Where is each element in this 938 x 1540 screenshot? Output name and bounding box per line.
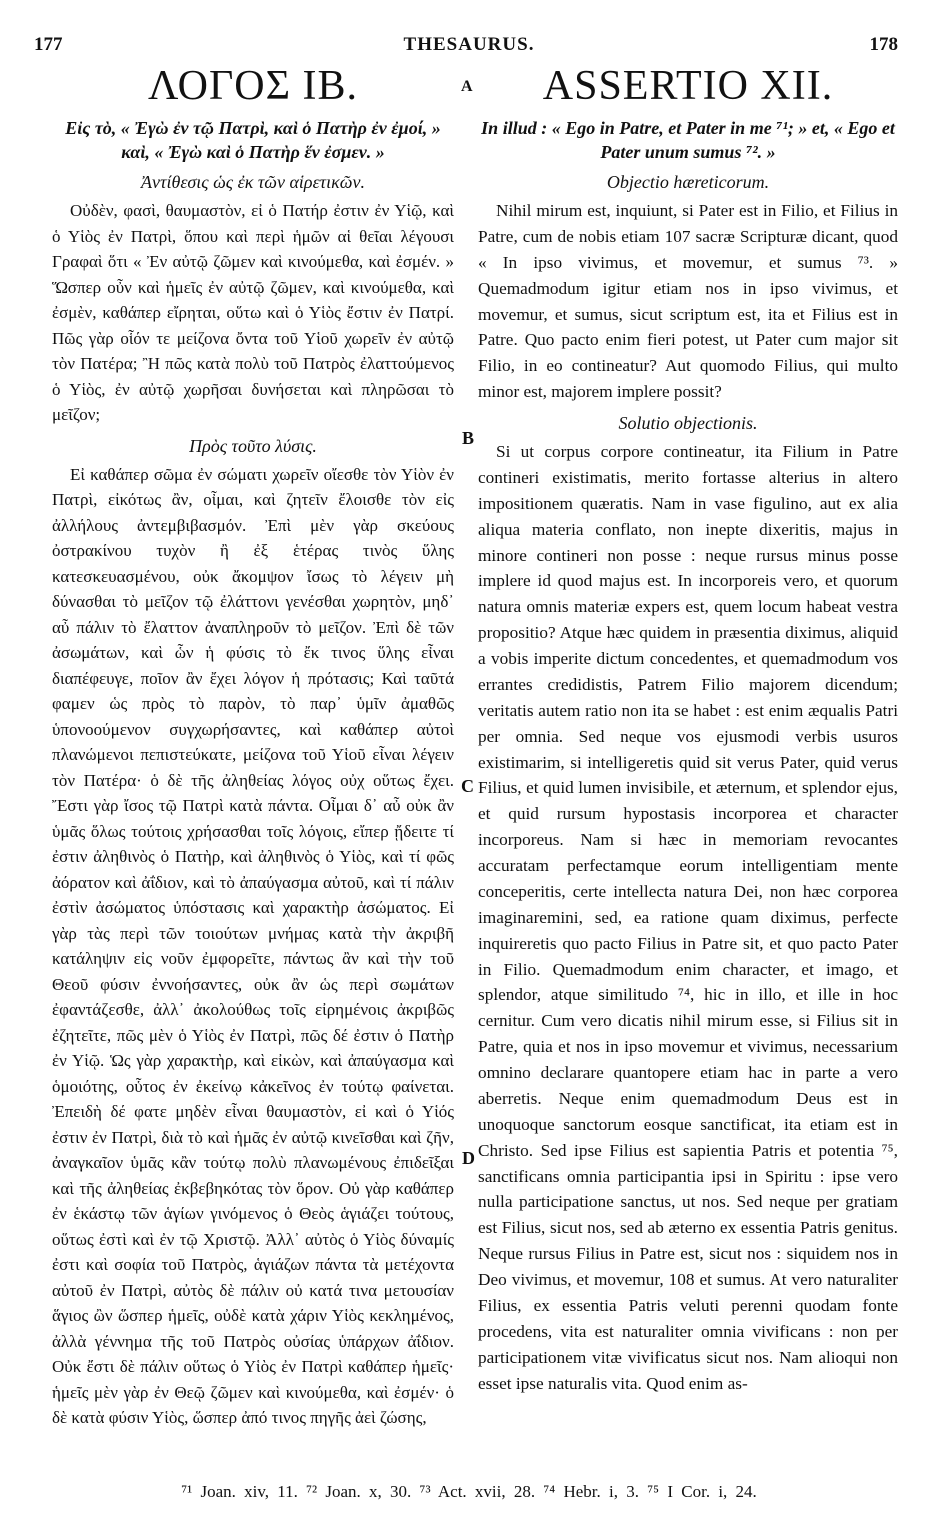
margin-letter-a: A [461,78,473,95]
margin-letter-d: D [462,1148,475,1168]
page-number-right: 178 [869,34,898,55]
greek-solution-text: Εἰ καθάπερ σῶμα ἐν σώματι χωρεῖν οἴεσθε τὸν Υἱὸν ἐν Πατρὶ, εἰκότως ἂν, οἶμαι, καὶ ζητεῖν ἔλοισθε τὸν εἰς ἀλλήλους ἀντεμβιβασμόν. Ἐπὶ μὲν γὰρ σκεύους ὀστρακίνου τυχὸν ἢ ἐξ ἑτέρας τινὸς ὕλης κατεσκευασμένου, οὐκ ἄκομψον ἴσως τὸ λέγειν μὴ δύνασθαι τὸ μεῖζον τῷ ἐλάττονι γενέσθαι χωρητὸν, μηδ᾽ αὖ πάλιν τὸ ἔλαττον ἀναπληροῦν τὸ μεῖζον. Ἐπὶ δὲ τῶν ἀσωμάτων, καὶ ὧν ἡ φύσις τὸ ἔκ τινος ὕλης εἶναι διαπέφευγε, ποῖον ἂν ἔχει λόγον ἡ πρότασις; Καὶ ταῦτά φαμεν ὡς πρὸς τὸ παρὸν, τὸ παρ᾽ ὑμῖν ἀμαθῶς ὑπονοούμενον συγχωρήσαντες, καὶ καθάπερ αὐτοὶ πλανώμενοι πεπιστεύκατε, μείζονα τοῦ Υἱοῦ εἶναι λέγειν τὸν Πατέρα· ὁ δὲ τῆς ἀληθείας λόγος οὐχ οὕτως ἔχει. Ἔστι γὰρ ἴσος τῷ Πατρὶ κατὰ πάντα. Οἶμαι δ᾽ αὖ οὐκ ἂν ὑμᾶς ὅλως τούτοις χρήσασθαι τοῖς λόγοις, εἴπερ ᾔδειτε τί ἐστιν ἀληθινὸς ὁ Πατὴρ, καὶ ἀληθινὸς ὁ Υἱὸς, καὶ τί φῶς ἀόρατον καὶ ἀΐδιον, καὶ τὸ ἀπαύγασμα αὐτοῦ, καὶ τί πάλιν ἐστὶν ἀσώματος ὑπόστασις καὶ χαρακτὴρ ἀσώματος. Εἰ γὰρ τὰς περὶ τῶν τοιούτων μνήμας κατὰ τὴν ἀκριβῆ κατάληψιν εἰς νοῦν ἐμφορεῖτε, πάντως ἂν καὶ τὴν τοῦ Θεοῦ φύσιν ἐννοήσαντες, οὐκ ἂν ὡς περὶ σωμάτων ἐφαντάζεσθε, ἀλλ᾽ ἀκολούθως τοῖς εἰρημένοις ἀκριβῶς ἐζητεῖτε, πῶς μὲν ὁ Υἱὸς ἐν Πατρὶ, πῶς δέ ἐστιν ὁ Πατὴρ ἐν Υἱῷ. Ὡς γὰρ χαρακτὴρ, καὶ εἰκὼν, καὶ ἀπαύγασμα καὶ ὁμοιότης, οὗτος ἐν ἐκείνῳ κἀκεῖνος ἐν τούτῳ φαίνεται. Ἐπειδὴ δέ φατε μηδὲν εἶναι θαυμαστὸν, εἰ καὶ ὁ Υἱός ἐστιν ἐν Πατρὶ, διὰ τὸ καὶ ἡμᾶς ἐν αὐτῷ κινεῖσθαι καὶ ζῆν, ἀναγκαῖον ὑμᾶς κἂν τούτῳ πολὺ πλανωμένους ἐπιδεῖξαι καὶ τῆς ἀληθείας ἐκβεβηκότας τὸν ὅρον. Οὐ γὰρ καθάπερ ἐν ἑκάστῳ τῶν ἁγίων γινόμενος ὁ Θεὸς ἁγιάζει τούτους, οὕτως ἐστὶ καὶ ἐν τῷ Χριστῷ. Ἀλλ᾽ αὐτὸς ὁ Υἱὸς δύναμίς ἐστι καὶ σοφία τοῦ Πατρὸς, ἁγιάζων πάντα τὰ μετέχοντα αὐτοῦ ἐν Πατρὶ, αὐτὸς δὲ πάλιν οὐ κατά τινα μετουσίαν ἅγιος ὢν ὥσπερ ἡμεῖς, οὐδὲ κατὰ χάριν Υἱὸς κεκλημένος, ἀλλὰ γέννημα τῆς τοῦ Πατρὸς οὐσίας ὑπάρχων ἀΐδιον. Οὐκ ἔστι δὲ πάλιν οὕτως ὁ Υἱὸς ἐν Πατρὶ καθάπερ ἡμεῖς· ἡμεῖς μὲν γὰρ ἐν Θεῷ ζῶμεν καὶ κινούμεθα, καὶ ἐσμέν· ὁ δὲ κατὰ φύσιν Υἱὸς, ὥσπερ ἀπό τινος πηγῆς ἀεὶ ζώσης, [52,464,454,1427]
greek-subtitle: Εἰς τὸ, « Ἐγὼ ἐν τῷ Πατρὶ, καὶ ὁ Πατὴρ ἐν ἐμοί, » καὶ, « Ἐγὼ καὶ ὁ Πατὴρ ἕν ἐσμεν. » [65,118,441,162]
greek-objection-text: Οὐδὲν, φασὶ, θαυμαστὸν, εἰ ὁ Πατήρ ἐστιν ἐν Υἱῷ, καὶ ὁ Υἱὸς ἐν Πατρὶ, ὅπου καὶ περὶ ἡμῶν αἱ θεῖαι λέγουσι Γραφαὶ ὅτι « Ἐν αὐτῷ ζῶμεν καὶ κινούμεθα, καὶ ἐσμέν. » Ὥσπερ οὖν καὶ ἡμεῖς ἐν αὐτῷ ζῶμεν, καὶ κινούμεθα, καὶ ἐσμὲν, καθάπερ εἴρηται, οὕτω καὶ ὁ Υἱὸς ἔστιν ἐν Πατρί. Πῶς γὰρ οἷόν τε μείζονα ὄντα τοῦ Υἱοῦ χωρεῖν ἐν αὐτῷ τὸν Πατέρα; Ἢ πῶς κατὰ πολὺ τοῦ Πατρὸς ἐλαττούμενος ὁ Υἱὸς, ἐν αὐτῷ χωρῆσαι δυνήσεται καὶ πληρῶσαι τὸ μεῖζον; [52,201,454,424]
margin-letter-c: C [461,776,474,796]
greek-heading: ΛΟΓΟΣ ΙΒ. [147,63,359,109]
latin-objection-text: Nihil mirum est, inquiunt, si Pater est in Filio, et Filius in Patre, cum de nobis etiam 107 sacræ Scripturæ dicant, quod « In ipso vivimus, et movemur, et sumus ⁷³. » Quemadmodum igitur etiam nos in ipso vivimus, et movemur, et sumus, sicut scriptum est, ita et Filius est in Patre. Quo pacto enim fieri potest, ut Pater cum major sit Filio, in eo contineatur? Aut quomodo Filius, qui multo minor est, majorem implere possit? [478,201,898,402]
latin-objection-title: Objectio hæreticorum. [606,172,770,192]
margin-letter-b: B [462,428,475,448]
latin-subtitle: In illud : « Ego in Patre, et Pater in me ⁷¹; » et, « Ego et Pater unum sumus ⁷². » [481,118,895,162]
greek-solution-title: Πρὸς τοῦτο λύσις. [189,435,317,456]
greek-objection-title: Ἀντίθεσις ὡς ἐκ τῶν αἱρετικῶν. [141,172,365,192]
page-number-left: 177 [34,34,63,55]
footnotes: ⁷¹ Joan. xiv, 11. ⁷² Joan. x, 30. ⁷³ Act. xvii, 28. ⁷⁴ Hebr. i, 3. ⁷⁵ I Cor. i, 24. [181,1482,757,1501]
running-title: THESAURUS. [403,34,535,55]
latin-solution-title: Solutio objectionis. [618,413,758,433]
greek-column [52,62,454,1431]
latin-heading: ASSERTIO XII. [542,63,834,109]
latin-column [478,62,898,1396]
latin-solution-text: Si ut corpus corpore contineatur, ita Filium in Patre contineri existimatis, merito fortasse alterius in altero impositionem quæratis. Nam in vase figulino, aut ex alia aliqua materia conflato, non inepte dixeritis, majus in minore contineri non posse : neque rursus minus posse implere id quod majus est. In incorporeis vero, et quorum natura omnis materiæ expers est, quem locum habeat vestra propositio? Atque hæc quidem in præsentia diximus, aliquid a vobis imperite dictum concedentes, et quemadmodum vos errantes credidistis, Patrem Filio majorem dicendum; veritatis autem ratio non ita se habet : est enim æqualis Patri per omnia. Sed neque vos ejusmodi verbis usuros existimarim, si intelligeretis quid sit verus Pater, quid verus Filius, et quid lumen invisibile, et æternum, et splendor ejus, et quid rursum hypostasis incorporea et character incorporeus. Nam si hæc in memoriam revocantes accuratam perfectamque eorum intelligentiam mente conceperitis, certe intellecta natura Dei, non hæc corporea imaginaremini, sed, ea ratione quam diximus, perfecte inquireretis quo pacto Filius in Patre sit, et quo pacto Pater in Filio. Quemadmodum enim character, et imago, et splendor, atque similitudo ⁷⁴, hic in illo, et ille in hoc cernitur. Cum vero dicatis nihil mirum esse, si Filius sit in Patre, quia et nos in ipso movemur et vivimus, necessarium omnino declarare quantopere etiam hac in parte a vero aberretis. Neque enim quemadmodum Deus est in unoquoque sanctorum eosque sanctificat, ita etiam est in Christo. Sed ipse Filius est sapientia Patris et potentia ⁷⁵, sanctificans omnia participantia ipsi in Spiritu : ipse vero nulla participatione sanctus, ut nos. Sed neque per gratiam est Filius, sicut nos, sed ab æterno ex essentia Patris genitus. Neque rursus Filius in Patre est, sicut nos : siquidem nos in Deo vivimus, et movemur, 108 et sumus. At vero naturaliter Filius, ex essentia Patris veluti perenni quodam fonte procedens, vita est naturaliter omnia vivificans : non per participationem vitæ vivificatus sicut nos. Nam alioqui non esset ipse naturalis vita. Quod enim as- [478,442,898,1393]
